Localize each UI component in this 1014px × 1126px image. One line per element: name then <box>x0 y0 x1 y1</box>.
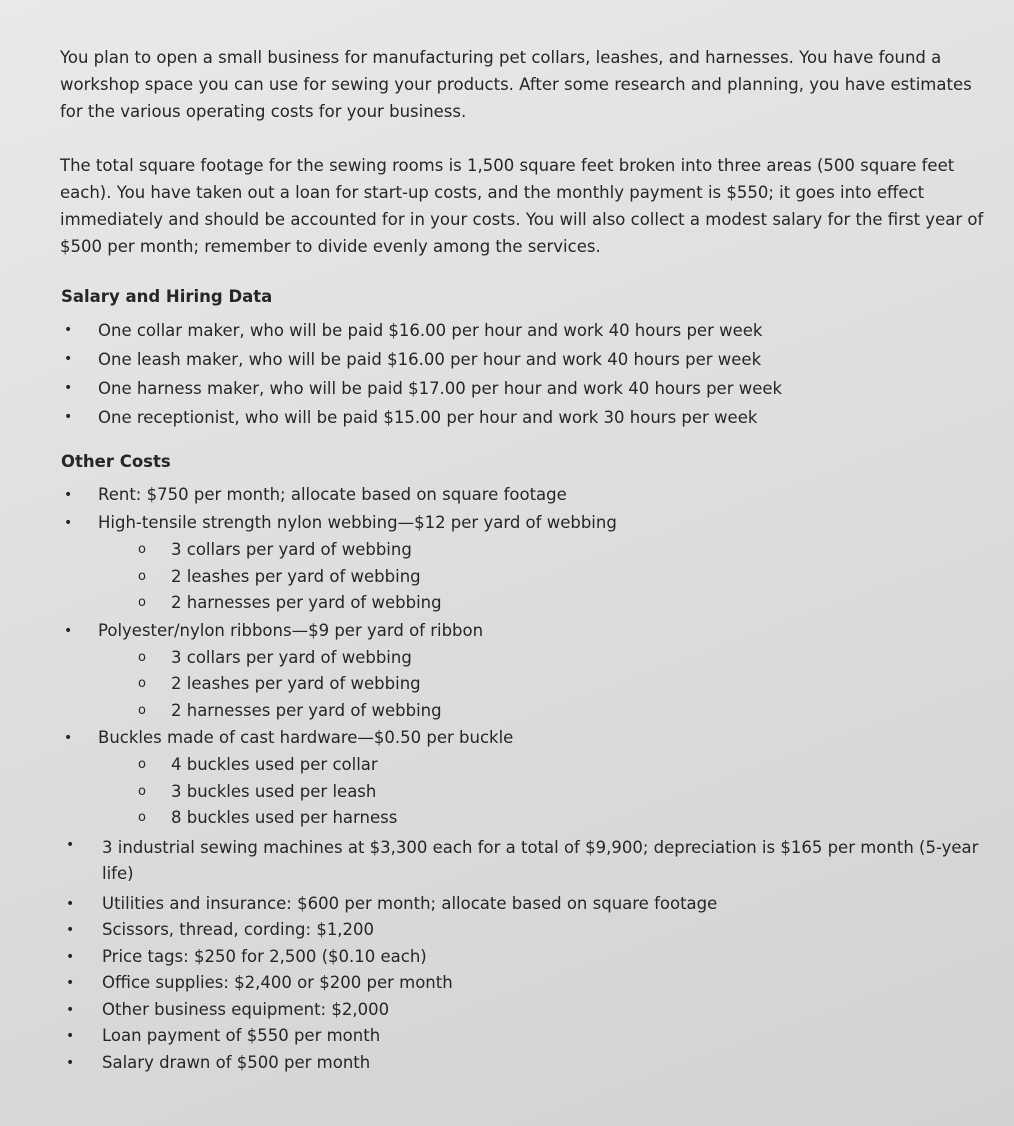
bullet-icon: • <box>66 1054 75 1071</box>
salary-item-leash-maker: One leash maker, who will be paid $16.00 per hour and work 40 hours per week <box>98 350 762 369</box>
buckles-sublist <box>98 752 990 832</box>
list-item <box>60 1050 990 1077</box>
office-supplies-cost: Office supplies: $2,400 or $200 per month <box>102 973 453 992</box>
bullet-icon: • <box>66 836 75 853</box>
bullet-icon: • <box>64 380 73 396</box>
list-item <box>60 917 990 944</box>
sub-list-item <box>98 564 990 591</box>
list-item <box>60 970 990 997</box>
ribbons-sub-harnesses: 2 harnesses per yard of webbing <box>171 700 442 720</box>
ribbons-sublist <box>98 645 990 725</box>
sub-list-item <box>98 779 990 806</box>
sub-bullet-icon: o <box>138 810 146 825</box>
salary-item-harness-maker: One harness maker, who will be paid $17.00 per hour and work 40 hours per week <box>98 379 783 398</box>
list-item <box>60 403 782 432</box>
sub-list-item <box>98 645 990 672</box>
list-item <box>60 509 990 617</box>
bullet-icon: • <box>64 409 73 425</box>
sub-list-item <box>98 590 990 617</box>
ribbons-sub-collars: 3 collars per yard of webbing <box>171 647 412 667</box>
buckles-sub-harness: 8 buckles used per harness <box>171 808 398 827</box>
sub-bullet-icon: o <box>138 757 146 772</box>
list-item <box>60 724 990 832</box>
list-item <box>60 997 990 1024</box>
list-item <box>60 345 782 374</box>
sub-bullet-icon: o <box>138 595 146 610</box>
bullet-icon: • <box>64 515 73 531</box>
bullet-icon: • <box>64 487 73 503</box>
salary-heading: Salary and Hiring Data <box>61 287 273 306</box>
webbing-cost: High-tensile strength nylon webbing—$12 per yard of webbing <box>98 513 617 532</box>
bullet-icon: • <box>66 975 75 991</box>
list-item <box>60 617 990 725</box>
sub-bullet-icon: o <box>138 649 146 665</box>
bullet-icon: • <box>66 895 75 912</box>
list-item <box>60 316 782 345</box>
list-item <box>60 832 990 891</box>
bullet-icon: • <box>66 1028 75 1044</box>
intro-paragraph-2: The total square footage for the sewing rooms is 1,500 square feet broken into three areas (500 square feet each). You have taken out a loan for start-up costs, and the monthly payment is $550; it goes into effect immediately and should be accounted for in your costs. You will also collect a modest salary for the first year of $500 per month; remember to divide evenly among the services. <box>60 156 984 256</box>
salary-drawn-cost: Salary drawn of $500 per month <box>102 1052 371 1072</box>
sub-bullet-icon: o <box>138 702 146 718</box>
bullet-icon: • <box>64 351 73 367</box>
sewing-machines-cost: 3 industrial sewing machines at $3,300 each for a total of $9,900; depreciation is $165 per month (5-year life) <box>102 837 979 883</box>
webbing-sublist <box>98 537 990 617</box>
list-item <box>60 481 990 509</box>
bullet-icon: • <box>66 922 75 938</box>
salary-item-collar-maker: One collar maker, who will be paid $16.00 per hour and work 40 hours per week <box>98 321 763 340</box>
sub-list-item <box>98 671 990 698</box>
bullet-icon: • <box>66 948 75 965</box>
bullet-icon: • <box>64 730 73 746</box>
loan-payment-cost: Loan payment of $550 per month <box>102 1026 381 1045</box>
list-item <box>60 891 990 918</box>
other-equipment-cost: Other business equipment: $2,000 <box>102 999 390 1019</box>
webbing-sub-leashes: 2 leashes per yard of webbing <box>171 566 421 586</box>
sub-list-item <box>98 805 990 832</box>
bullet-icon: • <box>64 322 73 338</box>
other-costs-list <box>60 481 990 1076</box>
buckles-cost: Buckles made of cast hardware—$0.50 per buckle <box>98 728 514 747</box>
webbing-sub-collars: 3 collars per yard of webbing <box>171 540 412 559</box>
buckles-sub-leash: 3 buckles used per leash <box>171 781 377 801</box>
list-item <box>60 944 990 971</box>
sub-bullet-icon: o <box>138 542 146 557</box>
sub-bullet-icon: o <box>138 783 146 799</box>
rent-cost: Rent: $750 per month; allocate based on square footage <box>98 485 567 504</box>
ribbons-sub-leashes: 2 leashes per yard of webbing <box>171 674 421 693</box>
intro-paragraph-1: You plan to open a small business for manufacturing pet collars, leashes, and harnesses. You have found a workshop space you can use for sewing your products. After some research and planning, you have estimates for the various operating costs for your business. <box>60 48 972 121</box>
price-tags-cost: Price tags: $250 for 2,500 ($0.10 each) <box>102 946 427 966</box>
sub-list-item <box>98 537 990 564</box>
utilities-cost: Utilities and insurance: $600 per month; allocate based on square footage <box>102 893 718 913</box>
sub-list-item <box>98 698 990 725</box>
other-costs-heading: Other Costs <box>61 452 171 471</box>
sub-bullet-icon: o <box>138 568 146 584</box>
ribbons-cost: Polyester/nylon ribbons—$9 per yard of ribbon <box>98 620 484 640</box>
bullet-icon: • <box>66 1001 75 1018</box>
sub-list-item <box>98 752 990 779</box>
bullet-icon: • <box>64 622 73 639</box>
buckles-sub-collar: 4 buckles used per collar <box>171 755 378 774</box>
webbing-sub-harnesses: 2 harnesses per yard of webbing <box>171 593 442 612</box>
list-item <box>60 374 782 403</box>
salary-item-receptionist: One receptionist, who will be paid $15.00 per hour and work 30 hours per week <box>98 408 758 427</box>
scissors-cost: Scissors, thread, cording: $1,200 <box>102 920 375 939</box>
salary-list <box>60 316 782 432</box>
sub-bullet-icon: o <box>138 676 146 691</box>
list-item <box>60 1023 990 1050</box>
